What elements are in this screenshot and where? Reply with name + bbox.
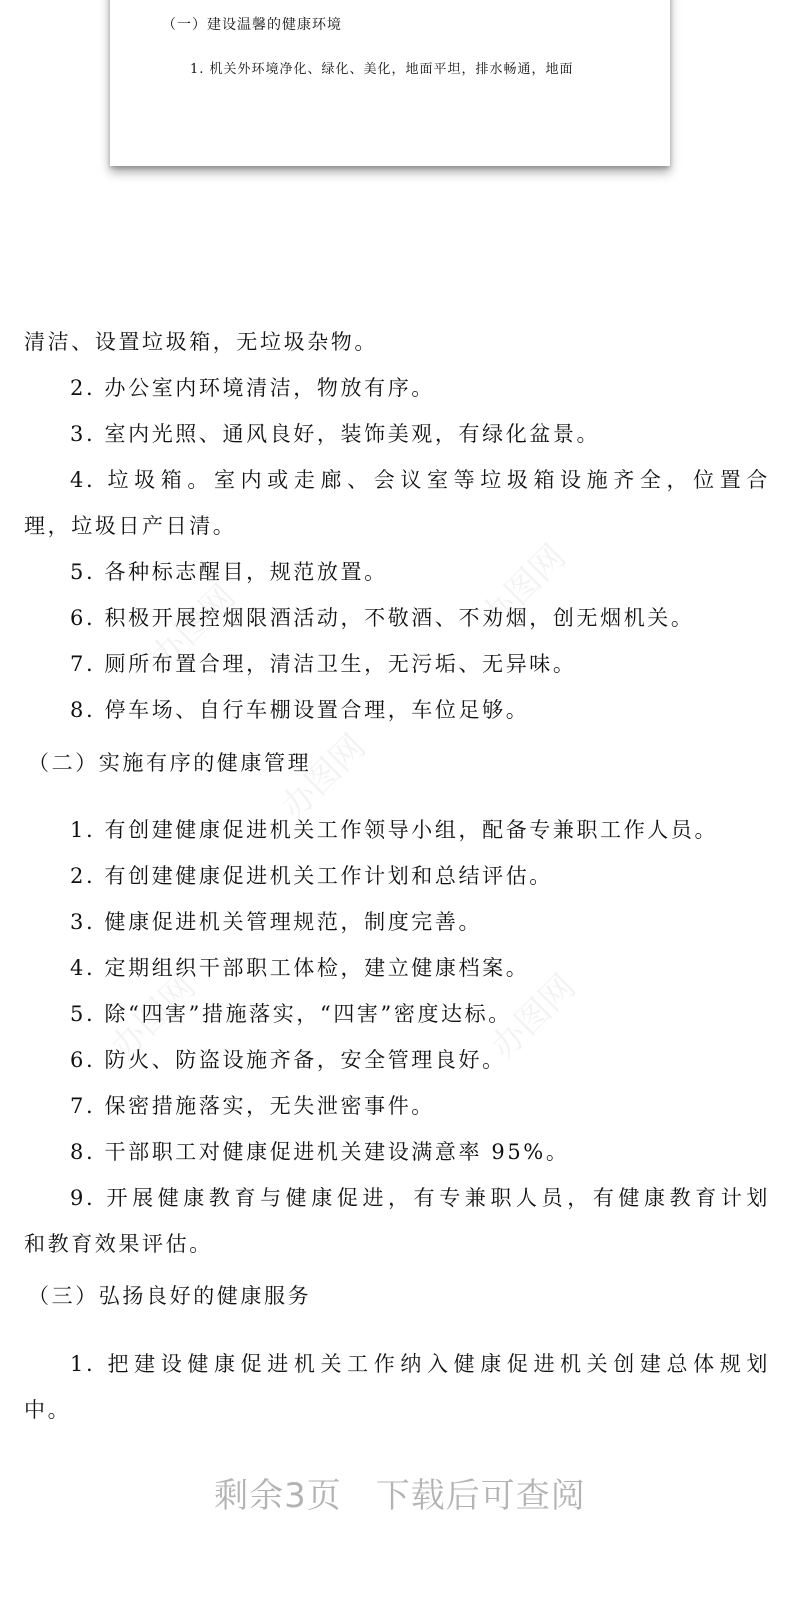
list-item: 7. 厕所布置合理，清洁卫生，无污垢、无异味。 (70, 652, 577, 676)
list-item: 8. 干部职工对健康促进机关建设满意率 95%。 (70, 1140, 570, 1164)
paragraph-line: 和教育效果评估。 (24, 1232, 213, 1256)
list-item: 2. 办公室内环境清洁，物放有序。 (70, 376, 435, 400)
section-heading: （三）弘扬良好的健康服务 (28, 1284, 312, 1308)
list-item: 3. 室内光照、通风良好，装饰美观，有绿化盆景。 (70, 422, 601, 446)
remaining-pages-label: 剩余3页 (214, 1476, 342, 1516)
watermark: 办图网 (473, 536, 574, 638)
paragraph-line: 清洁、设置垃圾箱，无垃圾杂物。 (24, 330, 378, 354)
document-preview-card (110, 0, 670, 166)
list-item: 1. 把建设健康促进机关工作纳入健康促进机关创建总体规划 (70, 1352, 770, 1376)
list-item: 6. 防火、防盗设施齐备，安全管理良好。 (70, 1048, 506, 1072)
download-to-view-label: 下载后可查阅 (375, 1476, 586, 1516)
remaining-pages-prompt[interactable] (0, 1468, 800, 1517)
list-item: 5. 除“四害”措施落实，“四害”密度达标。 (70, 1002, 512, 1026)
watermark: 办图网 (273, 726, 374, 828)
preview-paragraph: 1. 机关外环境净化、绿化、美化，地面平坦，排水畅通，地面 (190, 62, 574, 77)
watermark: 办图网 (103, 966, 204, 1068)
list-item: 4. 垃圾箱。室内或走廊、会议室等垃圾箱设施齐全，位置合 (70, 468, 770, 492)
preview-section-heading: （一）建设温馨的健康环境 (162, 17, 342, 33)
list-item: 2. 有创建健康促进机关工作计划和总结评估。 (70, 864, 553, 888)
watermark: 办图网 (483, 966, 584, 1068)
paragraph-line: 理，垃圾日产日清。 (24, 514, 237, 538)
list-item: 9. 开展健康教育与健康促进，有专兼职人员，有健康教育计划 (70, 1186, 770, 1210)
list-item: 4. 定期组织干部职工体检，建立健康档案。 (70, 956, 530, 980)
list-item: 3. 健康促进机关管理规范，制度完善。 (70, 910, 483, 934)
list-item: 7. 保密措施落实，无失泄密事件。 (70, 1094, 435, 1118)
list-item: 1. 有创建健康促进机关工作领导小组，配备专兼职工作人员。 (70, 818, 719, 842)
paragraph-line: 中。 (24, 1398, 72, 1422)
section-heading: （二）实施有序的健康管理 (28, 751, 312, 775)
list-item: 8. 停车场、自行车棚设置合理，车位足够。 (70, 698, 530, 722)
list-item: 5. 各种标志醒目，规范放置。 (70, 560, 388, 584)
watermark: 办图网 (143, 576, 244, 678)
list-item: 6. 积极开展控烟限酒活动，不敬酒、不劝烟，创无烟机关。 (70, 606, 695, 630)
